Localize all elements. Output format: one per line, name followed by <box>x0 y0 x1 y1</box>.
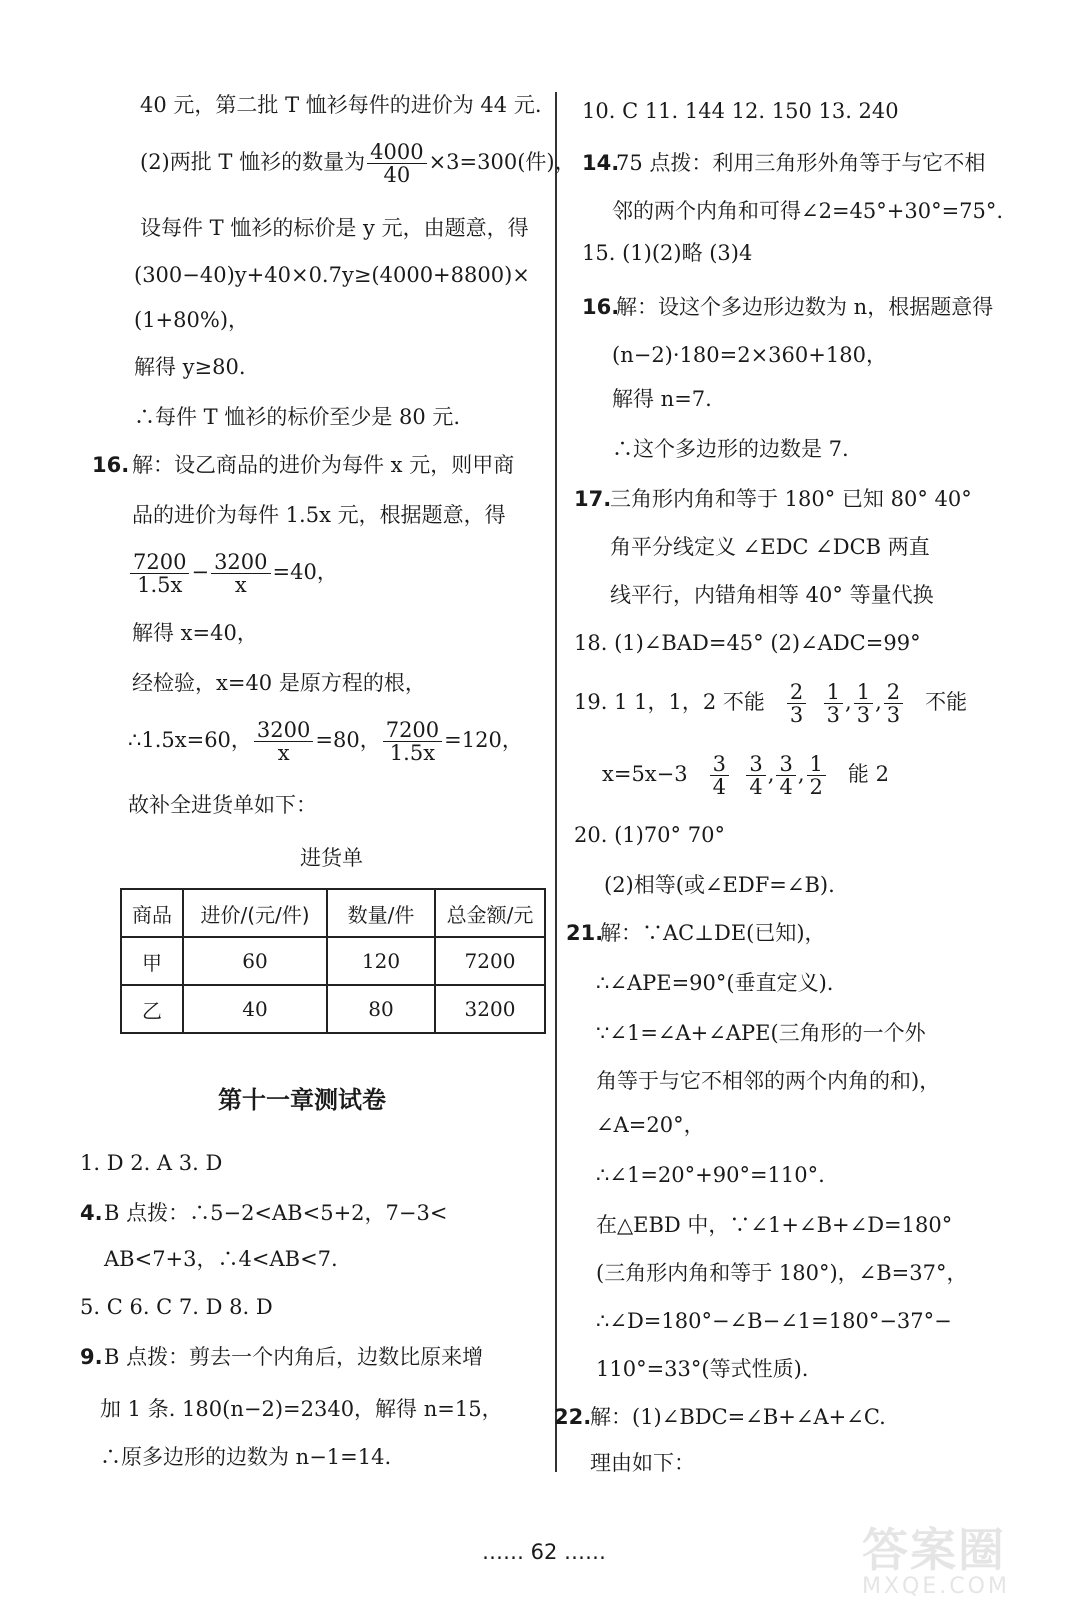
text-line: B 点拨：∴5−2<AB<5+2，7−3< <box>104 1201 448 1225</box>
numerator: 3 <box>710 753 729 776</box>
denominator: 2 <box>809 775 823 799</box>
question-number: 16. <box>92 453 130 477</box>
fraction <box>130 551 189 596</box>
text-line: (n−2)·180=2×360+180， <box>612 343 887 367</box>
text-line: 解：(1)∠BDC=∠B+∠A+∠C. <box>590 1405 886 1429</box>
question-number: 21. <box>566 921 604 945</box>
text-line: 故补全进货单如下： <box>128 793 317 817</box>
chapter-title: 第十一章测试卷 <box>218 1086 386 1114</box>
text-line: 角平分线定义 ∠EDC ∠DCB 两直 <box>610 535 930 559</box>
table-cell: 3200 <box>435 985 545 1033</box>
text-span: 19. 1 1，1，2 不能 <box>574 690 765 714</box>
table-title: 进货单 <box>300 846 363 870</box>
text-line: ∵∠1=∠A+∠APE(三角形的一个外 <box>596 1021 926 1045</box>
text-line: 解：设这个多边形边数为 n，根据题意得 <box>616 295 994 319</box>
equation-line <box>128 718 523 764</box>
answer-line: 20. (1)70° 70° <box>574 823 725 847</box>
table-cell: 120 <box>327 937 435 985</box>
fraction <box>383 719 442 764</box>
numerator: 3 <box>776 753 795 776</box>
text-line: 加 1 条. 180(n−2)=2340，解得 n=15， <box>100 1397 503 1421</box>
table-row <box>121 937 545 985</box>
numerator: 1 <box>807 753 826 776</box>
text-line: ∴∠1=20°+90°=110°. <box>596 1163 825 1187</box>
text-line: 40 元，第二批 T 恤衫每件的进价为 44 元. <box>140 93 542 117</box>
table-cell: 40 <box>183 985 327 1033</box>
numerator: 7200 <box>383 719 442 742</box>
denominator: 40 <box>383 163 411 187</box>
text-span: (2)两批 T 恤衫的数量为 <box>140 150 366 174</box>
fraction <box>746 753 765 798</box>
fraction <box>710 753 729 798</box>
table-header: 数量/件 <box>327 889 435 937</box>
text-line <box>140 140 576 186</box>
table-header: 进价/(元/件) <box>183 889 327 937</box>
answer-line: 19. 1 1，1，2 不能 $\frac{2}{3}$ $\frac{1}{3}$ , $\frac{1}{3}$ , $\frac{2}{3}$ 不能 <box>574 680 968 727</box>
table-cell: 7200 <box>435 937 545 985</box>
text-line: (300−40)y+40×0.7y≥(4000+8800)× <box>134 263 530 287</box>
text-line: ∴这个多边形的边数是 7. <box>612 437 849 461</box>
numerator: 3200 <box>254 719 313 742</box>
text-span: 不能 <box>925 690 968 714</box>
text-line: B 点拨：剪去一个内角后，边数比原来增 <box>104 1345 484 1369</box>
denominator: 3 <box>789 703 804 727</box>
question-number: 17. <box>574 487 612 511</box>
question-number: 22. <box>554 1405 592 1429</box>
text-line: 解得 y≥80. <box>134 355 246 379</box>
denominator: 3 <box>886 703 901 727</box>
numerator: 4000 <box>367 141 426 164</box>
text-line: AB<7+3，∴4<AB<7. <box>104 1247 338 1271</box>
answer-line: 15. (1)(2)略 (3)4 <box>582 241 753 265</box>
table-cell: 甲 <box>121 937 183 985</box>
page-number: …… 62 …… <box>481 1540 607 1564</box>
numerator: 1 <box>854 681 873 704</box>
numerator: 7200 <box>130 551 189 574</box>
text-line: (1+80%)， <box>134 308 250 332</box>
denominator: 4 <box>712 775 727 799</box>
watermark-url: MXQE.COM <box>862 1574 1010 1599</box>
text-line: 解得 x=40， <box>132 621 258 645</box>
denominator: 4 <box>749 775 763 799</box>
denominator: 3 <box>826 703 841 727</box>
text-line: 解：∵AC⊥DE(已知)， <box>600 921 826 945</box>
text-line: ∴每件 T 恤衫的标价至少是 80 元. <box>134 405 461 429</box>
numerator: 2 <box>884 681 903 704</box>
text-line: 解：设乙商品的进价为每件 x 元，则甲商 <box>132 453 515 477</box>
text-span: x=5x−3 <box>602 762 688 786</box>
purchase-table <box>120 888 546 1034</box>
text-line: 三角形内角和等于 180° 已知 80° 40° <box>610 487 972 511</box>
text-line: 解得 n=7. <box>612 387 712 411</box>
denominator: x <box>234 573 247 597</box>
fraction <box>824 681 843 726</box>
question-number: 4. <box>80 1201 103 1225</box>
fraction <box>854 681 873 726</box>
denominator: 3 <box>856 703 871 727</box>
watermark-logo <box>862 1514 1052 1599</box>
fraction <box>807 753 826 798</box>
text-line: 75 点拨：利用三角形外角等于与它不相 <box>616 151 986 175</box>
text-line: 邻的两个内角和可得∠2=45°+30°=75°. <box>612 199 1004 223</box>
answer-line: 10. C 11. 144 12. 150 13. 240 <box>582 99 899 123</box>
text-line: (2)相等(或∠EDF=∠B). <box>604 873 835 897</box>
fraction <box>367 141 426 186</box>
numerator: 2 <box>787 681 806 704</box>
table-cell: 80 <box>327 985 435 1033</box>
numerator: 3200 <box>211 551 270 574</box>
text-line: ∠A=20°， <box>596 1113 705 1137</box>
equation-line <box>128 550 338 596</box>
table-cell: 乙 <box>121 985 183 1033</box>
text-line: (三角形内角和等于 180°)，∠B=37°， <box>596 1261 968 1285</box>
denominator: 1.5x <box>137 573 183 597</box>
text-span: ∴1.5x=60， <box>128 728 252 752</box>
denominator: x <box>277 741 290 765</box>
watermark-text: 答案圈 <box>862 1523 1006 1577</box>
text-span: 能 2 <box>847 762 889 786</box>
text-line: 角等于与它不相邻的两个内角的和)， <box>596 1069 941 1093</box>
text-line: 经检验，x=40 是原方程的根， <box>132 671 426 695</box>
table-header-row <box>121 889 545 937</box>
table-header: 商品 <box>121 889 183 937</box>
fraction <box>254 719 313 764</box>
text-span: =80， <box>315 728 381 752</box>
numerator: 1 <box>824 681 843 704</box>
text-line: ∴∠APE=90°(垂直定义). <box>596 971 834 995</box>
text-line: 在△EBD 中，∵∠1+∠B+∠D=180° <box>596 1213 953 1237</box>
fraction <box>787 681 806 726</box>
table-row <box>121 985 545 1033</box>
text-line: 理由如下： <box>590 1451 695 1475</box>
answer-line: 5. C 6. C 7. D 8. D <box>80 1295 273 1319</box>
text-line: 设每件 T 恤衫的标价是 y 元，由题意，得 <box>140 216 529 240</box>
text-span: =40， <box>272 560 338 584</box>
numerator: 3 <box>746 753 765 776</box>
fraction <box>211 551 270 596</box>
answer-line: 1. D 2. A 3. D <box>80 1151 223 1175</box>
denominator: 1.5x <box>389 741 436 765</box>
question-number: 14. <box>582 151 620 175</box>
question-number: 9. <box>80 1345 103 1369</box>
answer-line: x=5x−3 $\frac{3}{4}$ $\frac{3}{4}$ , $\frac{3}{4}$ , $\frac{1}{2}$ 能 2 <box>602 752 889 799</box>
question-number: 16. <box>582 295 620 319</box>
fraction <box>884 681 903 726</box>
column-divider <box>555 92 557 1472</box>
text-line: 线平行，内错角相等 40° 等量代换 <box>610 583 934 607</box>
text-line: 110°=33°(等式性质). <box>596 1357 809 1381</box>
text-line: 品的进价为每件 1.5x 元，根据题意，得 <box>132 503 506 527</box>
denominator: 4 <box>779 775 793 799</box>
operator: − <box>191 560 210 584</box>
table-header: 总金额/元 <box>435 889 545 937</box>
text-span: ×3=300(件)， <box>428 150 576 174</box>
text-span: =120， <box>444 728 523 752</box>
text-line: ∴原多边形的边数为 n−1=14. <box>100 1445 392 1469</box>
fraction <box>776 753 795 798</box>
table-cell: 60 <box>183 937 327 985</box>
text-line: ∴∠D=180°−∠B−∠1=180°−37°− <box>596 1309 952 1333</box>
answer-line: 18. (1)∠BAD=45° (2)∠ADC=99° <box>574 631 921 655</box>
